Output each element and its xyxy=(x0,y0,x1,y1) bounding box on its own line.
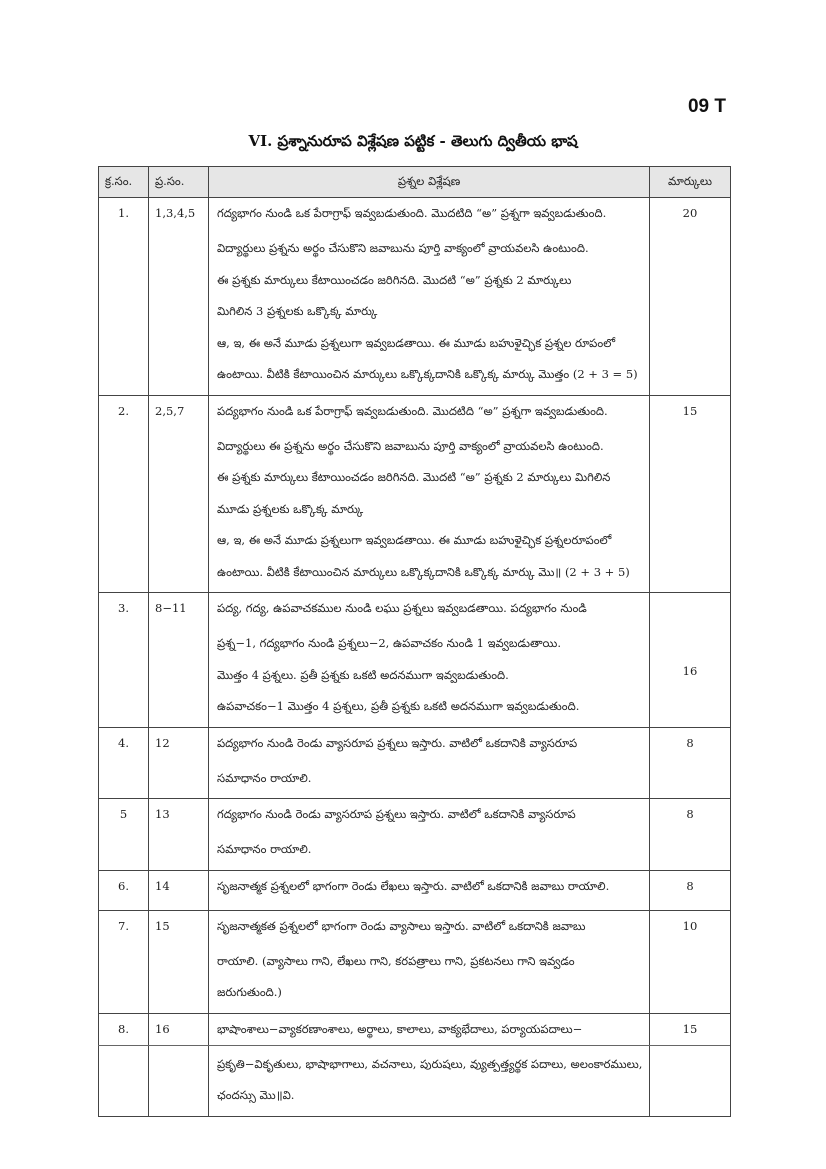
question-number-cell xyxy=(149,1013,209,1116)
question-number: 16 xyxy=(155,1021,170,1036)
analysis-line: పద్యభాగం నుండి రెండు వ్యాసరూప ప్రశ్నలు ఇస్తారు. వాటిలో ఒకదానికి వ్యాసరూప xyxy=(217,735,578,750)
analysis-line: సమాధానం రాయాలి. xyxy=(217,770,312,785)
question-number-cell xyxy=(149,593,209,728)
question-number-cell xyxy=(149,910,209,1013)
question-number: 1,3,4,5 xyxy=(155,206,196,220)
analysis-line: విద్యార్థులు ఈ ప్రశ్నను అర్థం చేసుకొని జవాబును పూర్తి వాక్యంలో వ్రాయవలసి ఉంటుంది. xyxy=(217,438,604,453)
analysis-cell xyxy=(209,198,650,396)
analysis-line: గద్యభాగం నుండి ఒక పేరాగ్రాఫ్ ఇవ్వబడుతుంది. మొదటిది “అ” ప్రశ్నగా ఇవ్వబడుతుంది. xyxy=(217,206,607,220)
question-number: 2,5,7 xyxy=(155,403,185,418)
analysis-line: ప్రశ్న−1, గద్యభాగం నుండి ప్రశ్నలు−2, ఉపవాచకం నుండి 1 ఇవ్వబడుతాయి. xyxy=(217,636,561,650)
marks-cell xyxy=(650,1013,731,1116)
question-analysis-table xyxy=(98,166,731,1117)
serial-number: 2. xyxy=(118,403,129,418)
analysis-line: పద్యభాగం నుండి ఒక పేరాగ్రాఫ్ ఇవ్వబడుతుంది. మొదటిది “అ” ప్రశ్నగా ఇవ్వబడుతుంది. xyxy=(217,403,608,418)
analysis-cell xyxy=(209,395,650,593)
marks-value: 10 xyxy=(682,918,698,933)
document-title: VI. ప్రశ్నానురూప విశ్లేషణ పట్టిక - తెలుగు ద్వితీయ భాష xyxy=(248,132,578,150)
analysis-line: ప్రకృతి−వికృతులు, భాషాభాగాలు, వచనాలు, పురుషలు, వ్యుత్పత్త్యర్థక పదాలు, అలంకారములు, xyxy=(217,1056,643,1071)
page-code: 09 T xyxy=(687,96,726,117)
serial-number-cell xyxy=(99,593,149,728)
header-question-analysis: ప్రశ్నల విశ్లేషణ xyxy=(209,167,650,198)
serial-number: 7. xyxy=(118,918,129,933)
table-row xyxy=(99,870,731,910)
marks-value: 16 xyxy=(682,663,698,678)
analysis-line: సృజనాత్మకత ప్రశ్నలలో భాగంగా రెండు వ్యాసాలు ఇస్తారు. వాటిలో ఒకదానికి జవాబు xyxy=(217,918,586,933)
question-number-cell xyxy=(149,870,209,910)
serial-number-cell xyxy=(99,395,149,593)
marks-value: 8 xyxy=(686,807,694,821)
analysis-cell xyxy=(209,799,650,871)
table-row xyxy=(99,799,731,871)
analysis-cell xyxy=(209,870,650,910)
serial-number: 1. xyxy=(118,206,129,220)
header-marks: మార్కులు xyxy=(650,167,731,198)
serial-number-cell xyxy=(99,198,149,396)
question-number-cell xyxy=(149,198,209,396)
question-number: 12 xyxy=(155,735,170,750)
marks-cell xyxy=(650,910,731,1013)
table-row xyxy=(99,1013,731,1116)
table-row xyxy=(99,198,731,396)
analysis-line: ఉపవాచకం−1 మొత్తం 4 ప్రశ్నలు, ప్రతీ ప్రశ్నకు ఒకటి అదనముగా ఇవ్వబడుతుంది. xyxy=(217,699,580,713)
analysis-line: ఉంటాయి. వీటికి కేటాయించిన మార్కులు ఒక్కొక్కదానికి ఒక్కొక్క మార్కు మొత్తం (2 + 3 = 5) xyxy=(217,367,638,381)
analysis-line: సమాధానం రాయాలి. xyxy=(217,842,312,856)
question-number: 14 xyxy=(155,878,170,893)
analysis-line: ఉంటాయి. వీటికి కేటాయించిన మార్కులు ఒక్కొక్కదానికి ఒక్కొక్క మార్కు మొ॥ (2 + 3 + 5) xyxy=(217,564,630,579)
question-number-cell xyxy=(149,727,209,799)
serial-number-cell xyxy=(99,799,149,871)
analysis-line: సృజనాత్మక ప్రశ్నలలో భాగంగా రెండు లేఖలు ఇస్తారు. వాటిలో ఒకదానికి జవాబు రాయాలి. xyxy=(217,878,610,893)
table-row xyxy=(99,395,731,593)
analysis-line: భాషాంశాలు−వ్యాకరణాంశాలు, అర్థాలు, కాలాలు, వాక్యభేదాలు, పర్యాయపదాలు− xyxy=(217,1021,583,1036)
analysis-line: ఈ ప్రశ్నకు మార్కులు కేటాయించడం జరిగినది. మొదటి “అ” ప్రశ్నకు 2 మార్కులు మిగిలిన xyxy=(217,470,611,484)
marks-cell xyxy=(650,198,731,396)
analysis-line: మూడు ప్రశ్నలకు ఒక్కొక్క మార్కు xyxy=(217,501,364,516)
analysis-line: మిగిలిన 3 ప్రశ్నలకు ఒక్కొక్క మార్కు xyxy=(217,304,378,318)
table-row xyxy=(99,727,731,799)
serial-number: 4. xyxy=(118,735,129,750)
page-divider xyxy=(98,1045,730,1046)
analysis-line: రాయాలి. (వ్యాసాలు గాని, లేఖలు గాని, కరపత్రాలు గాని, ప్రకటనలు గాని ఇవ్వడం xyxy=(217,953,575,968)
analysis-line: ఈ ప్రశ్నకు మార్కులు కేటాయించడం జరిగినది. మొదటి “అ” ప్రశ్నకు 2 మార్కులు xyxy=(217,272,572,287)
analysis-line: జరుగుతుంది.) xyxy=(217,985,282,999)
serial-number: 3. xyxy=(118,601,129,615)
question-number-cell xyxy=(149,395,209,593)
marks-cell xyxy=(650,395,731,593)
serial-number: 8. xyxy=(118,1021,129,1036)
analysis-line: మొత్తం 4 ప్రశ్నలు. ప్రతీ ప్రశ్నకు ఒకటి అదనముగా ఇవ్వబడుతుంది. xyxy=(217,667,509,682)
analysis-line: గద్యభాగం నుండి రెండు వ్యాసరూప ప్రశ్నలు ఇస్తారు. వాటిలో ఒకదానికి వ్యాసరూప xyxy=(217,807,576,821)
marks-value: 20 xyxy=(682,206,698,220)
marks-cell xyxy=(650,727,731,799)
analysis-line: పద్య, గద్య, ఉపవాచకముల నుండి లఘు ప్రశ్నలు ఇవ్వబడతాయి. పద్యభాగం నుండి xyxy=(217,601,587,615)
marks-cell xyxy=(650,870,731,910)
marks-value: 8 xyxy=(686,735,694,750)
analysis-cell xyxy=(209,910,650,1013)
serial-number: 6. xyxy=(118,878,129,893)
analysis-line: ఆ, ఇ, ఈ అనే మూడు ప్రశ్నలుగా ఇవ్వబడతాయి. ఈ మూడు బహుళైచ్ఛిక ప్రశ్నలరూపంలో xyxy=(217,533,612,547)
header-question-number: ప్ర.సం. xyxy=(149,167,209,198)
analysis-line: ఆ, ఇ, ఈ అనే మూడు ప్రశ్నలుగా ఇవ్వబడతాయి. ఈ మూడు బహుళైచ్ఛిక ప్రశ్నల రూపంలో xyxy=(217,335,616,350)
table-row xyxy=(99,593,731,728)
question-number-cell xyxy=(149,799,209,871)
question-number: 13 xyxy=(155,807,170,821)
marks-value: 15 xyxy=(682,1021,698,1036)
serial-number-cell xyxy=(99,1013,149,1116)
question-number: 8−11 xyxy=(155,601,187,615)
marks-value: 15 xyxy=(682,403,698,418)
analysis-line: విద్యార్థులు ప్రశ్నను అర్థం చేసుకొని జవాబును పూర్తి వాక్యంలో వ్రాయవలసి ఉంటుంది. xyxy=(217,241,589,255)
analysis-cell xyxy=(209,593,650,728)
marks-cell xyxy=(650,593,731,728)
header-serial-number: క్ర.సం. xyxy=(99,167,149,198)
analysis-line: ఛందస్సు మొ॥వి. xyxy=(217,1088,295,1102)
serial-number-cell xyxy=(99,910,149,1013)
serial-number: 5 xyxy=(119,807,128,821)
serial-number-cell xyxy=(99,870,149,910)
analysis-cell xyxy=(209,727,650,799)
serial-number-cell xyxy=(99,727,149,799)
marks-value: 8 xyxy=(686,878,694,893)
table-header-row xyxy=(99,167,731,198)
question-number: 15 xyxy=(155,918,170,933)
analysis-cell xyxy=(209,1013,650,1116)
marks-cell xyxy=(650,799,731,871)
table-row xyxy=(99,910,731,1013)
